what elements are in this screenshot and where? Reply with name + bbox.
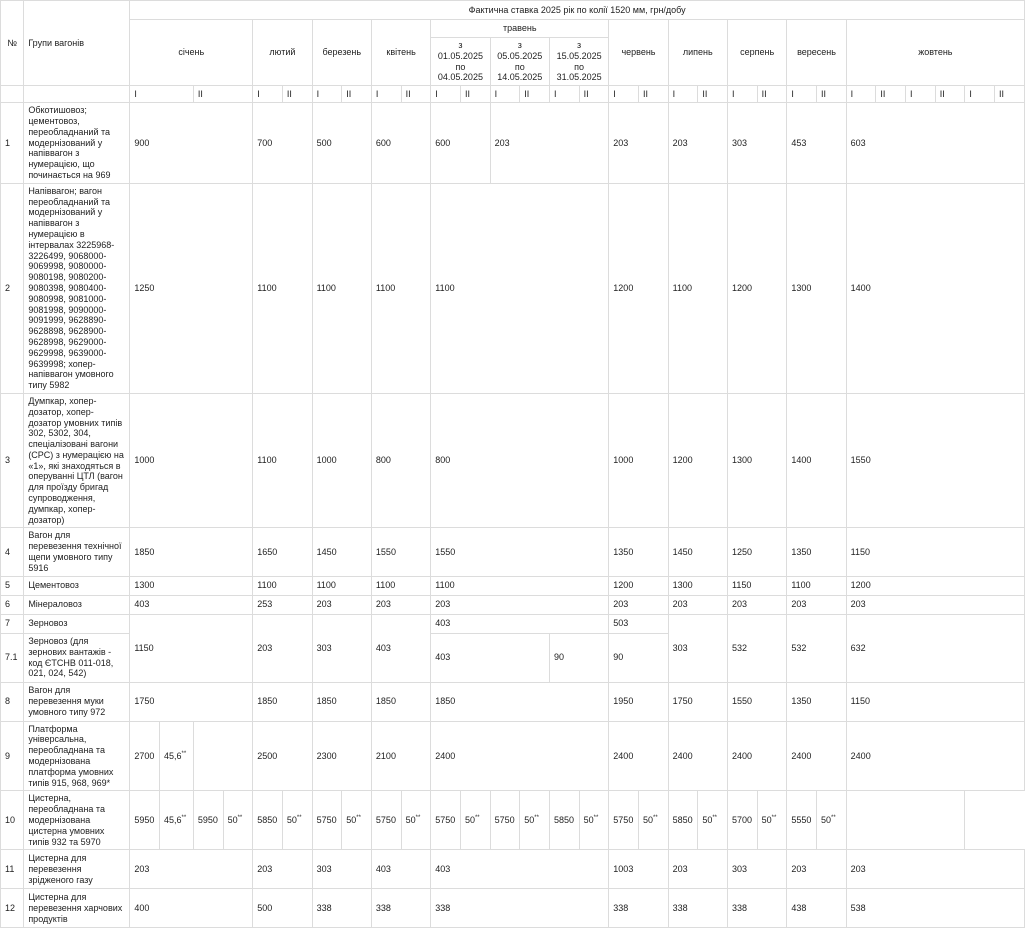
rate-sep-II: 50** bbox=[757, 791, 787, 850]
rate-sep: 2400 bbox=[787, 721, 846, 791]
wagon-group: Обкотишовоз; цементовоз, переобладнаний та модернізований у напіввагон з нумерацією, що починається на 969 bbox=[24, 103, 130, 184]
rate-may-1: 5750 bbox=[371, 791, 401, 850]
rate-may-b: 90 bbox=[549, 633, 608, 682]
rate-feb: 5950 bbox=[193, 791, 223, 850]
rate-feb: 1100 bbox=[253, 393, 312, 528]
col-I: I bbox=[609, 86, 639, 103]
rate-aug: 338 bbox=[727, 889, 786, 928]
rate-aug: 5850 bbox=[668, 791, 698, 850]
rate-apr: 1100 bbox=[371, 576, 430, 595]
rate-jun: 5850 bbox=[549, 791, 579, 850]
table-row bbox=[1, 614, 1025, 633]
rate-apr: 1100 bbox=[371, 183, 430, 393]
table-row bbox=[1, 103, 1025, 184]
header-month-oct: жовтень bbox=[846, 20, 1024, 86]
rate-feb: 2500 bbox=[253, 721, 312, 791]
row-no: 3 bbox=[1, 393, 24, 528]
table-row bbox=[1, 183, 1025, 393]
rate-may-2: 5750 bbox=[431, 791, 461, 850]
rate-sep: 203 bbox=[787, 595, 846, 614]
rate-oct: 203 bbox=[846, 595, 1024, 614]
rate-jun: 1200 bbox=[609, 183, 668, 393]
col-I: I bbox=[846, 86, 876, 103]
rate-aug-II: 50** bbox=[698, 791, 728, 850]
rate-sep: 453 bbox=[787, 103, 846, 184]
col-I: I bbox=[312, 86, 342, 103]
rate-may-1: 600 bbox=[431, 103, 490, 184]
col-II: II bbox=[460, 86, 490, 103]
rate-apr: 600 bbox=[371, 103, 430, 184]
wagon-group: Думпкар, хопер-дозатор, хопер-дозатор умовних типів 302, 5302, 304, спеціалізовані вагони (СРС) з нумерацією на «1», які знаходяться в оперуванні ЦТЛ (вагон для проїзду бригад супроводження, думпкар, хопер-дозатор) bbox=[24, 393, 130, 528]
rate-feb: 1100 bbox=[253, 576, 312, 595]
rate-may: 2400 bbox=[431, 721, 609, 791]
wagon-group: Цистерна для перевезення зрідженого газу bbox=[24, 850, 130, 889]
rate-aug: 303 bbox=[727, 850, 786, 889]
row-no: 6 bbox=[1, 595, 24, 614]
rate-mar: 303 bbox=[312, 614, 371, 682]
rate-aug: 303 bbox=[727, 103, 786, 184]
col-I: I bbox=[130, 86, 194, 103]
roman-row bbox=[1, 86, 1025, 103]
header-group: Групи вагонів bbox=[24, 1, 130, 86]
col-II: II bbox=[342, 86, 372, 103]
rate-may: 203 bbox=[431, 595, 609, 614]
rate-apr: 403 bbox=[371, 850, 430, 889]
rate-aug: 2400 bbox=[727, 721, 786, 791]
rate-mar: 303 bbox=[312, 850, 371, 889]
rate-oct: 1150 bbox=[846, 528, 1024, 576]
rate-oct-II: 50** bbox=[817, 791, 847, 850]
rate-aug: 1550 bbox=[727, 682, 786, 721]
rate-sep: 1100 bbox=[787, 576, 846, 595]
rate-oct: 603 bbox=[846, 103, 1024, 184]
table-row bbox=[1, 682, 1025, 721]
rate-jun-II: 50** bbox=[579, 791, 609, 850]
rate-sep: 532 bbox=[787, 614, 846, 682]
rate-may-a: 403 bbox=[431, 633, 550, 682]
row-no: 2 bbox=[1, 183, 24, 393]
rate-apr: 2100 bbox=[371, 721, 430, 791]
row-no: 7.1 bbox=[1, 633, 24, 682]
rate-jul: 1450 bbox=[668, 528, 727, 576]
empty-cell bbox=[193, 721, 252, 791]
rate-jan: 1250 bbox=[130, 183, 253, 393]
wagon-group: Вагон для перевезення технічної щепи умовного типу 5916 bbox=[24, 528, 130, 576]
rate-jan-II: 45,6** bbox=[159, 721, 193, 791]
rate-may: 1100 bbox=[431, 183, 609, 393]
rate-may: 1850 bbox=[431, 682, 609, 721]
col-I: I bbox=[787, 86, 817, 103]
col-I: I bbox=[668, 86, 698, 103]
col-I: I bbox=[549, 86, 579, 103]
rate-feb: 253 bbox=[253, 595, 312, 614]
col-I: I bbox=[431, 86, 461, 103]
rate-jan: 2700 bbox=[130, 721, 160, 791]
header-month-sep: вересень bbox=[787, 20, 846, 86]
rate-feb: 1650 bbox=[253, 528, 312, 576]
rate-may: 800 bbox=[431, 393, 609, 528]
rate-jan: 1750 bbox=[130, 682, 253, 721]
rate-may: 1100 bbox=[431, 576, 609, 595]
wagon-group: Цистерна для перевезення харчових продуктів bbox=[24, 889, 130, 928]
header-month-apr: квітень bbox=[371, 20, 430, 86]
col-II: II bbox=[876, 86, 906, 103]
wagon-group: Цистерна, переобладнана та модернізована цистерна умовних типів 932 та 5970 bbox=[24, 791, 130, 850]
header-month-jul: липень bbox=[668, 20, 727, 86]
col-I: I bbox=[727, 86, 757, 103]
rate-sep: 1300 bbox=[787, 183, 846, 393]
rate-jul-II: 50** bbox=[638, 791, 668, 850]
table-row bbox=[1, 889, 1025, 928]
table-row bbox=[1, 595, 1025, 614]
rate-mar: 1100 bbox=[312, 183, 371, 393]
col-II: II bbox=[995, 86, 1025, 103]
row-no: 5 bbox=[1, 576, 24, 595]
wagon-group: Зерновоз (для зернових вантажів - код ЄТСНВ 011-018, 021, 024, 542) bbox=[24, 633, 130, 682]
rate-sep: 1350 bbox=[787, 528, 846, 576]
rate-feb: 1100 bbox=[253, 183, 312, 393]
rate-jan: 403 bbox=[130, 595, 253, 614]
col-II: II bbox=[193, 86, 252, 103]
rate-jul: 1200 bbox=[668, 393, 727, 528]
rate-jun: 1003 bbox=[609, 850, 668, 889]
header-may-period-1: з 01.05.2025 по 04.05.2025 bbox=[431, 38, 490, 86]
empty-cell bbox=[24, 86, 130, 103]
row-no: 10 bbox=[1, 791, 24, 850]
rate-jan: 1000 bbox=[130, 393, 253, 528]
rate-mar: 500 bbox=[312, 103, 371, 184]
wagon-group: Напіввагон; вагон переобладнаний та модернізований у напіввагон з нумерацією в інтервалах 3225968-3226499, 9068000-9069998, 9080000-9080198, 9080200-9080398, 9080400-9080998, 9081000-9081998, 9090000-9091999, 9628890-9628898, 9628900-9628998, 9629000-9629998, 9639000-9639998; хопер-напіввагон умовного типу 5982 bbox=[24, 183, 130, 393]
rate-aug: 532 bbox=[727, 614, 786, 682]
rate-jun: 1200 bbox=[609, 576, 668, 595]
rate-may-1-II: 50** bbox=[401, 791, 431, 850]
rate-jan: 1150 bbox=[130, 614, 253, 682]
rate-may-3-II: 50** bbox=[520, 791, 550, 850]
rate-may: 403 bbox=[431, 850, 609, 889]
rate-jul: 1300 bbox=[668, 576, 727, 595]
rate-jan: 1850 bbox=[130, 528, 253, 576]
rate-jan: 900 bbox=[130, 103, 253, 184]
rate-apr: 1850 bbox=[371, 682, 430, 721]
rate-oct: 1400 bbox=[846, 183, 1024, 393]
col-II: II bbox=[579, 86, 609, 103]
col-II: II bbox=[935, 86, 965, 103]
table-row bbox=[1, 850, 1025, 889]
col-I: I bbox=[906, 86, 936, 103]
rate-may-3: 5750 bbox=[490, 791, 520, 850]
table-row bbox=[1, 393, 1025, 528]
rate-mar: 1850 bbox=[312, 682, 371, 721]
col-I: I bbox=[253, 86, 283, 103]
rate-oct: 2400 bbox=[846, 721, 1024, 791]
row-no: 1 bbox=[1, 103, 24, 184]
rate-sep: 203 bbox=[787, 850, 846, 889]
col-II: II bbox=[817, 86, 847, 103]
empty-cell bbox=[846, 791, 965, 850]
rate-jan: 203 bbox=[130, 850, 253, 889]
rate-oct: 5550 bbox=[787, 791, 817, 850]
header-month-jan: січень bbox=[130, 20, 253, 86]
col-II: II bbox=[520, 86, 550, 103]
rate-jun: 1000 bbox=[609, 393, 668, 528]
rate-feb: 203 bbox=[253, 850, 312, 889]
rate-aug: 203 bbox=[727, 595, 786, 614]
rate-aug: 1300 bbox=[727, 393, 786, 528]
rate-aug: 1250 bbox=[727, 528, 786, 576]
rate-jun: 90 bbox=[609, 633, 668, 682]
rate-apr: 203 bbox=[371, 595, 430, 614]
rate-sep: 438 bbox=[787, 889, 846, 928]
rate-mar: 203 bbox=[312, 595, 371, 614]
header-month-may: травень bbox=[431, 20, 609, 38]
rate-apr: 5750 bbox=[312, 791, 342, 850]
rate-jul: 2400 bbox=[668, 721, 727, 791]
rate-jun: 203 bbox=[609, 595, 668, 614]
rate-apr: 403 bbox=[371, 614, 430, 682]
rate-mar-II: 50** bbox=[282, 791, 312, 850]
rate-jul: 203 bbox=[668, 595, 727, 614]
header-month-jun: червень bbox=[609, 20, 668, 86]
row-no: 9 bbox=[1, 721, 24, 791]
rate-mar: 338 bbox=[312, 889, 371, 928]
rate-apr: 1550 bbox=[371, 528, 430, 576]
rate-mar: 2300 bbox=[312, 721, 371, 791]
rate-feb-II: 50** bbox=[223, 791, 253, 850]
rate-jun: 1350 bbox=[609, 528, 668, 576]
wagon-group: Платформа універсальна, переобладнана та модернізована платформа умовних типів 915, 968, 969* bbox=[24, 721, 130, 791]
empty-cell bbox=[1, 86, 24, 103]
rate-feb: 203 bbox=[253, 614, 312, 682]
rate-may-2-II: 50** bbox=[460, 791, 490, 850]
rate-oct: 203 bbox=[846, 850, 1024, 889]
header-month-mar: березень bbox=[312, 20, 371, 86]
wagon-group: Цементовоз bbox=[24, 576, 130, 595]
rate-aug: 1200 bbox=[727, 183, 786, 393]
wagon-group: Мінераловоз bbox=[24, 595, 130, 614]
col-I: I bbox=[490, 86, 520, 103]
rate-jul: 5750 bbox=[609, 791, 639, 850]
rate-jul: 203 bbox=[668, 850, 727, 889]
rate-oct: 632 bbox=[846, 614, 1024, 682]
rate-mar: 1000 bbox=[312, 393, 371, 528]
row-no: 11 bbox=[1, 850, 24, 889]
rate-mar: 1100 bbox=[312, 576, 371, 595]
rate-jan-II: 45,6** bbox=[159, 791, 193, 850]
rate-sep: 5700 bbox=[727, 791, 757, 850]
rate-apr: 338 bbox=[371, 889, 430, 928]
rate-jun: 1950 bbox=[609, 682, 668, 721]
rate-jan: 5950 bbox=[130, 791, 160, 850]
header-no: № bbox=[1, 1, 24, 86]
header-may-period-3: з 15.05.2025 по 31.05.2025 bbox=[549, 38, 608, 86]
rate-mar: 5850 bbox=[253, 791, 283, 850]
wagon-group: Вагон для перевезення муки умовного типу 972 bbox=[24, 682, 130, 721]
row-no: 8 bbox=[1, 682, 24, 721]
rate-may: 1550 bbox=[431, 528, 609, 576]
rate-mar: 1450 bbox=[312, 528, 371, 576]
rate-apr: 800 bbox=[371, 393, 430, 528]
header-month-feb: лютий bbox=[253, 20, 312, 86]
col-II: II bbox=[638, 86, 668, 103]
col-II: II bbox=[757, 86, 787, 103]
rate-feb: 500 bbox=[253, 889, 312, 928]
rate-jul: 203 bbox=[668, 103, 727, 184]
col-I: I bbox=[371, 86, 401, 103]
header-month-aug: серпень bbox=[727, 20, 786, 86]
rate-oct: 1550 bbox=[846, 393, 1024, 528]
rate-sep: 1350 bbox=[787, 682, 846, 721]
col-II: II bbox=[282, 86, 312, 103]
rate-feb: 700 bbox=[253, 103, 312, 184]
rate-feb: 1850 bbox=[253, 682, 312, 721]
rate-may: 338 bbox=[431, 889, 609, 928]
rate-jan: 400 bbox=[130, 889, 253, 928]
table-row bbox=[1, 576, 1025, 595]
rate-may: 403 bbox=[431, 614, 609, 633]
rate-oct: 1200 bbox=[846, 576, 1024, 595]
col-I: I bbox=[965, 86, 995, 103]
table-row bbox=[1, 528, 1025, 576]
rate-jul: 1100 bbox=[668, 183, 727, 393]
rate-may-2: 203 bbox=[490, 103, 609, 184]
rate-jun: 338 bbox=[609, 889, 668, 928]
table-row bbox=[1, 791, 1025, 850]
col-II: II bbox=[401, 86, 431, 103]
rate-apr-II: 50** bbox=[342, 791, 372, 850]
rate-oct: 538 bbox=[846, 889, 1024, 928]
rate-sep: 1400 bbox=[787, 393, 846, 528]
rate-jul: 1750 bbox=[668, 682, 727, 721]
row-no: 12 bbox=[1, 889, 24, 928]
rate-jul: 303 bbox=[668, 614, 727, 682]
rate-jul: 338 bbox=[668, 889, 727, 928]
wagon-group: Зерновоз bbox=[24, 614, 130, 633]
rate-jun: 503 bbox=[609, 614, 668, 633]
rate-aug: 1150 bbox=[727, 576, 786, 595]
rate-jun: 203 bbox=[609, 103, 668, 184]
header-title: Фактична ставка 2025 рік по колії 1520 мм, грн/добу bbox=[130, 1, 1025, 20]
rate-jun: 2400 bbox=[609, 721, 668, 791]
header-may-period-2: з 05.05.2025 по 14.05.2025 bbox=[490, 38, 549, 86]
row-no: 7 bbox=[1, 614, 24, 633]
col-II: II bbox=[698, 86, 728, 103]
rate-oct: 1150 bbox=[846, 682, 1024, 721]
table-row bbox=[1, 721, 1025, 791]
rate-jan: 1300 bbox=[130, 576, 253, 595]
row-no: 4 bbox=[1, 528, 24, 576]
